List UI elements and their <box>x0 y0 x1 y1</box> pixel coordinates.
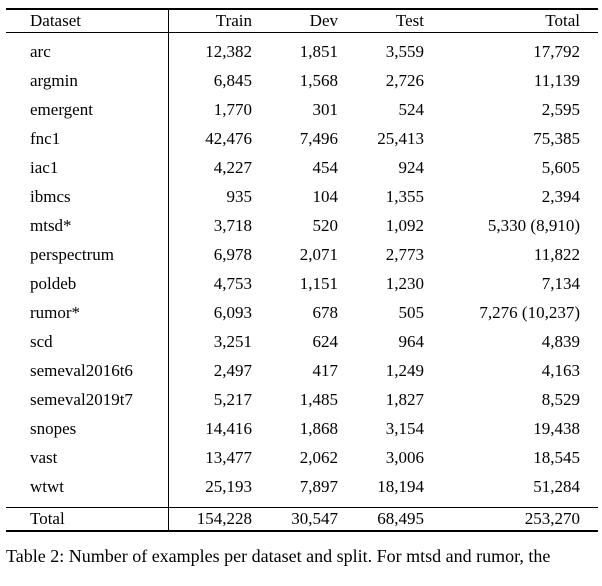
dev-value-cell: 454 <box>312 158 338 177</box>
test-value-cell: 1,249 <box>385 361 424 380</box>
table-footer <box>6 508 598 532</box>
total-value-cell: 51,284 <box>533 477 580 496</box>
dev-value-cell: 7,496 <box>299 129 338 148</box>
total-value-cell: 11,139 <box>533 71 580 90</box>
dataset-name-cell: arc <box>6 33 168 67</box>
table-row <box>6 153 598 182</box>
test-value-cell: 3,006 <box>385 448 424 467</box>
table-row <box>6 443 598 472</box>
dev-value-cell: 2,062 <box>299 448 338 467</box>
dataset-name-cell: perspectrum <box>6 240 168 269</box>
test-value-cell: 1,092 <box>385 216 424 235</box>
total-dev-cell: 30,547 <box>252 508 338 532</box>
dataset-name-cell: iac1 <box>6 153 168 182</box>
train-value-cell: 13,477 <box>205 448 252 467</box>
train-value-cell: 1,770 <box>213 100 252 119</box>
test-value-cell: 2,726 <box>385 71 424 90</box>
train-value-cell: 4,753 <box>213 274 252 293</box>
dataset-name-cell: wtwt <box>6 472 168 508</box>
dataset-name-cell: ibmcs <box>6 182 168 211</box>
total-value-cell: 4,839 <box>541 332 580 351</box>
dataset-name-cell: poldeb <box>6 269 168 298</box>
dev-value-cell: 417 <box>312 361 338 380</box>
train-value-cell: 14,416 <box>205 419 252 438</box>
dev-value-cell: 7,897 <box>299 477 338 496</box>
column-header-dev: Dev <box>252 9 338 33</box>
table-row <box>6 414 598 443</box>
table-row <box>6 66 598 95</box>
total-value-cell: 8,529 <box>541 390 580 409</box>
total-value-cell: 7,134 <box>541 274 580 293</box>
dev-value-cell: 1,868 <box>299 419 338 438</box>
test-value-cell: 524 <box>398 100 424 119</box>
dev-value-cell: 624 <box>312 332 338 351</box>
total-value-cell: 2,394 <box>541 187 580 206</box>
dev-value-cell: 1,485 <box>299 390 338 409</box>
table-row <box>6 269 598 298</box>
test-value-cell: 1,827 <box>385 390 424 409</box>
column-header-test: Test <box>338 9 424 33</box>
train-value-cell: 6,093 <box>213 303 252 322</box>
total-total-cell: 253,270 <box>424 508 598 532</box>
test-value-cell: 3,559 <box>385 42 424 61</box>
train-value-cell: 25,193 <box>205 477 252 496</box>
dev-value-cell: 104 <box>312 187 338 206</box>
table-row <box>6 385 598 414</box>
total-value-cell: 5,605 <box>541 158 580 177</box>
table-row <box>6 356 598 385</box>
test-value-cell: 2,773 <box>385 245 424 264</box>
dataset-name-cell: rumor* <box>6 298 168 327</box>
column-header-train: Train <box>168 9 252 33</box>
header-row <box>6 9 598 33</box>
dev-value-cell: 520 <box>312 216 338 235</box>
column-header-dataset: Dataset <box>6 9 168 33</box>
train-value-cell: 2,497 <box>213 361 252 380</box>
dataset-name-cell: argmin <box>6 66 168 95</box>
table-row <box>6 240 598 269</box>
table-caption: Table 2: Number of examples per dataset and split. For mtsd and rumor, the <box>6 546 551 566</box>
total-value-cell: 75,385 <box>533 129 580 148</box>
dev-value-cell: 2,071 <box>299 245 338 264</box>
dataset-name-cell: mtsd* <box>6 211 168 240</box>
test-value-cell: 1,355 <box>385 187 424 206</box>
train-value-cell: 6,845 <box>213 71 252 90</box>
dev-value-cell: 678 <box>312 303 338 322</box>
total-label-cell: Total <box>6 508 168 532</box>
test-value-cell: 924 <box>398 158 424 177</box>
total-value-cell: 19,438 <box>533 419 580 438</box>
total-value-cell: 18,545 <box>533 448 580 467</box>
table-row <box>6 124 598 153</box>
table-header <box>6 9 598 33</box>
total-value-cell: 7,276 (10,237) <box>479 303 580 322</box>
total-value-cell: 2,595 <box>541 100 580 119</box>
table-row <box>6 182 598 211</box>
train-value-cell: 12,382 <box>205 42 252 61</box>
dev-value-cell: 1,151 <box>299 274 338 293</box>
test-value-cell: 964 <box>398 332 424 351</box>
total-value-cell: 17,792 <box>533 42 580 61</box>
table-row <box>6 472 598 508</box>
dataset-name-cell: fnc1 <box>6 124 168 153</box>
dataset-name-cell: semeval2016t6 <box>6 356 168 385</box>
total-row <box>6 508 598 532</box>
test-value-cell: 25,413 <box>377 129 424 148</box>
train-value-cell: 42,476 <box>205 129 252 148</box>
table-row <box>6 95 598 124</box>
dataset-name-cell: vast <box>6 443 168 472</box>
total-value-cell: 5,330 (8,910) <box>487 216 580 235</box>
test-value-cell: 505 <box>398 303 424 322</box>
dataset-name-cell: emergent <box>6 95 168 124</box>
train-value-cell: 5,217 <box>213 390 252 409</box>
total-value-cell: 11,822 <box>533 245 580 264</box>
train-value-cell: 3,718 <box>213 216 252 235</box>
train-value-cell: 3,251 <box>213 332 252 351</box>
table-body <box>6 33 598 508</box>
dataset-name-cell: snopes <box>6 414 168 443</box>
table-row <box>6 33 598 67</box>
test-value-cell: 1,230 <box>385 274 424 293</box>
test-value-cell: 3,154 <box>385 419 424 438</box>
total-train-cell: 154,228 <box>168 508 252 532</box>
total-test-cell: 68,495 <box>338 508 424 532</box>
test-value-cell: 18,194 <box>377 477 424 496</box>
train-value-cell: 6,978 <box>213 245 252 264</box>
dev-value-cell: 1,568 <box>299 71 338 90</box>
dataset-statistics-table <box>6 8 598 532</box>
table-row <box>6 327 598 356</box>
dataset-name-cell: scd <box>6 327 168 356</box>
train-value-cell: 935 <box>226 187 252 206</box>
column-header-total: Total <box>424 9 598 33</box>
dev-value-cell: 1,851 <box>299 42 338 61</box>
table-row <box>6 211 598 240</box>
train-value-cell: 4,227 <box>213 158 252 177</box>
table-row <box>6 298 598 327</box>
total-value-cell: 4,163 <box>541 361 580 380</box>
dev-value-cell: 301 <box>312 100 338 119</box>
dataset-name-cell: semeval2019t7 <box>6 385 168 414</box>
